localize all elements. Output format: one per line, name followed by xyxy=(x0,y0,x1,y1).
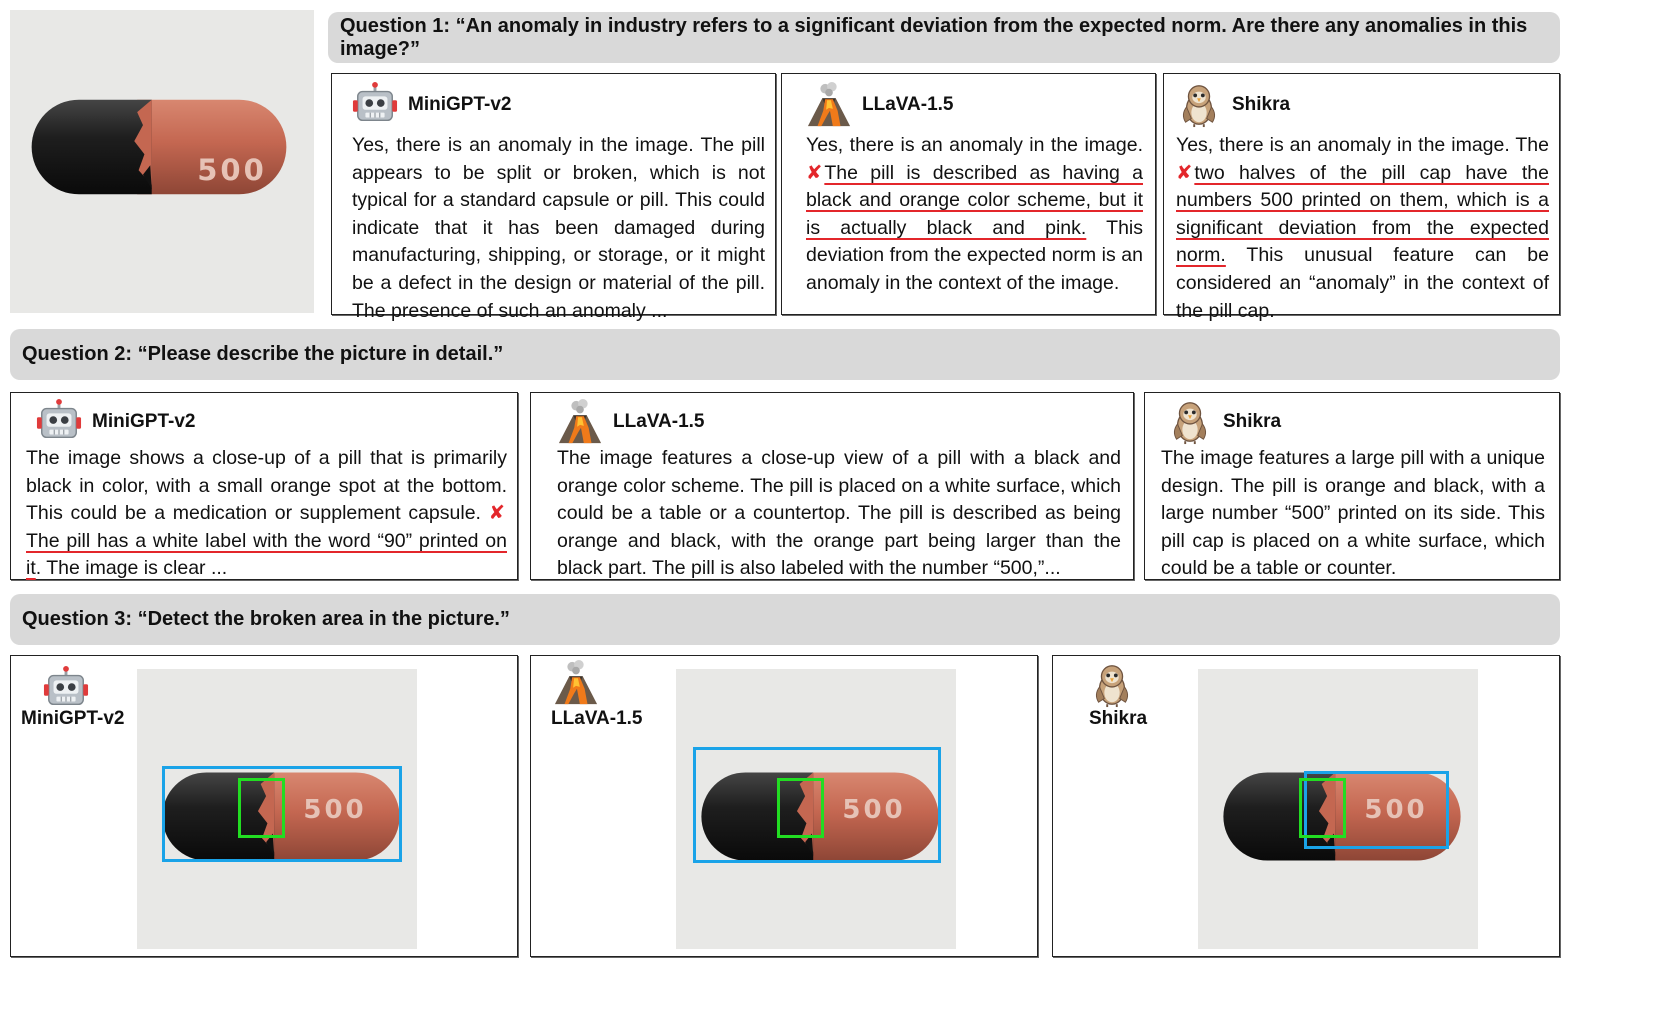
answer-text xyxy=(352,132,765,325)
q2-answer-minigpt xyxy=(10,392,518,580)
ground-truth-box xyxy=(777,778,824,838)
q2-model-header xyxy=(1161,399,1545,445)
error-mark-icon: ✘ xyxy=(488,502,505,525)
answer-body: Yes, there is an anomaly in the image. The pill appears to be split or broken, which is not typical for a standard capsule or pill. This could indicate that it has been damaged during manufacturing, shipping, or storage, or it might be a defect in the design or material of the pill. The presence of such an anomaly ... xyxy=(352,134,765,322)
pill-label: 500 xyxy=(197,153,267,187)
answer-body-end: . The image is clear ... xyxy=(35,557,228,580)
q1-answer-llava xyxy=(781,73,1156,315)
robot-icon xyxy=(352,82,398,128)
pill-label: 500 xyxy=(842,795,906,825)
bird-icon xyxy=(1176,82,1222,128)
question-3-text: Question 3: “Detect the broken area in the picture.” xyxy=(22,608,510,630)
q3-answer-shikra xyxy=(1052,655,1560,957)
source-image xyxy=(10,10,314,313)
q2-model-header xyxy=(26,399,507,445)
hallucinated-text: The pill is described as having a black and orange color scheme, but it is actually black and pink. xyxy=(806,161,1143,239)
model-name: LLaVA-1.5 xyxy=(862,94,954,115)
bird-icon xyxy=(1089,662,1135,708)
pill-label: 500 xyxy=(303,795,367,825)
question-2-text: Question 2: “Please describe the picture in detail.” xyxy=(22,343,504,365)
volcano-icon xyxy=(557,399,603,445)
answer-text xyxy=(1176,132,1549,325)
q1-model-header xyxy=(1176,82,1549,128)
detection-image xyxy=(676,669,956,949)
model-name: Shikra xyxy=(1223,411,1282,432)
answer-body: The image features a large pill with a unique design. The pill is orange and black, with a large number “500” printed on its side. This pill cap is placed on a white surface, which could be a table or counter. xyxy=(1161,447,1545,580)
robot-icon xyxy=(36,399,82,445)
pill-label: 500 xyxy=(1364,795,1428,825)
error-mark-icon: ✘ xyxy=(1176,161,1193,184)
q1-model-header xyxy=(352,82,765,128)
error-mark-icon: ✘ xyxy=(806,161,823,184)
model-name: Shikra xyxy=(1089,708,1148,729)
answer-text xyxy=(26,445,507,583)
model-name: MiniGPT-v2 xyxy=(92,411,196,432)
answer-text xyxy=(1161,445,1545,583)
model-name: LLaVA-1.5 xyxy=(551,708,643,729)
ground-truth-box xyxy=(1299,778,1346,838)
answer-text xyxy=(557,445,1121,583)
volcano-icon xyxy=(806,82,852,128)
detection-image xyxy=(1198,669,1478,949)
model-name: MiniGPT-v2 xyxy=(21,708,125,729)
model-name: LLaVA-1.5 xyxy=(613,411,705,432)
answer-body-end: This unusual feature can be considered an “anomaly” in the context of the pill cap. xyxy=(1176,244,1549,322)
model-name: MiniGPT-v2 xyxy=(408,94,512,115)
pill-image xyxy=(10,10,314,313)
question-1-text: Question 1: “An anomaly in industry refers to a significant deviation from the expected norm. Are there any anomalies in this image?” xyxy=(340,14,1528,60)
q3-answer-minigpt xyxy=(10,655,518,957)
question-2-bar xyxy=(10,329,1560,380)
q1-answer-shikra xyxy=(1163,73,1560,322)
detection-image xyxy=(137,669,417,949)
q3-answer-llava xyxy=(530,655,1038,957)
q2-answer-shikra xyxy=(1144,392,1560,580)
q1-model-header xyxy=(806,82,1143,128)
q2-answer-llava xyxy=(530,392,1134,580)
hallucinated-text: The pill has a white label with the word “90” printed on it xyxy=(26,529,507,580)
q1-answer-minigpt xyxy=(331,73,776,322)
question-3-bar xyxy=(10,594,1560,645)
answer-body-end: This deviation from the expected norm is an anomaly in the context of the image. xyxy=(806,216,1143,294)
answer-body: The image shows a close-up of a pill that is primarily black in color, with a small orange spot at the bottom. This could be a medication or supplement capsule. xyxy=(26,447,507,525)
answer-body: The image features a close-up view of a pill with a black and orange color scheme. The pill is placed on a white surface, which could be a table or a countertop. The pill is described as being orange and black, with the orange part being larger than the black part. The pill is also labeled with the number “500,”... xyxy=(557,447,1121,580)
robot-icon xyxy=(43,666,89,712)
answer-body: Yes, there is an anomaly in the image. The xyxy=(1176,134,1549,156)
ground-truth-box xyxy=(238,778,285,838)
model-name: Shikra xyxy=(1232,94,1291,115)
volcano-icon xyxy=(553,660,599,706)
answer-body: Yes, there is an anomaly in the image. xyxy=(806,134,1143,156)
hallucinated-text: two halves of the pill cap have the numbers 500 printed on them, which is a significant deviation from the expected norm. xyxy=(1176,161,1549,267)
answer-text xyxy=(806,132,1143,298)
bird-icon xyxy=(1167,399,1213,445)
q2-model-header xyxy=(557,399,1121,445)
question-1-bar xyxy=(328,12,1560,63)
